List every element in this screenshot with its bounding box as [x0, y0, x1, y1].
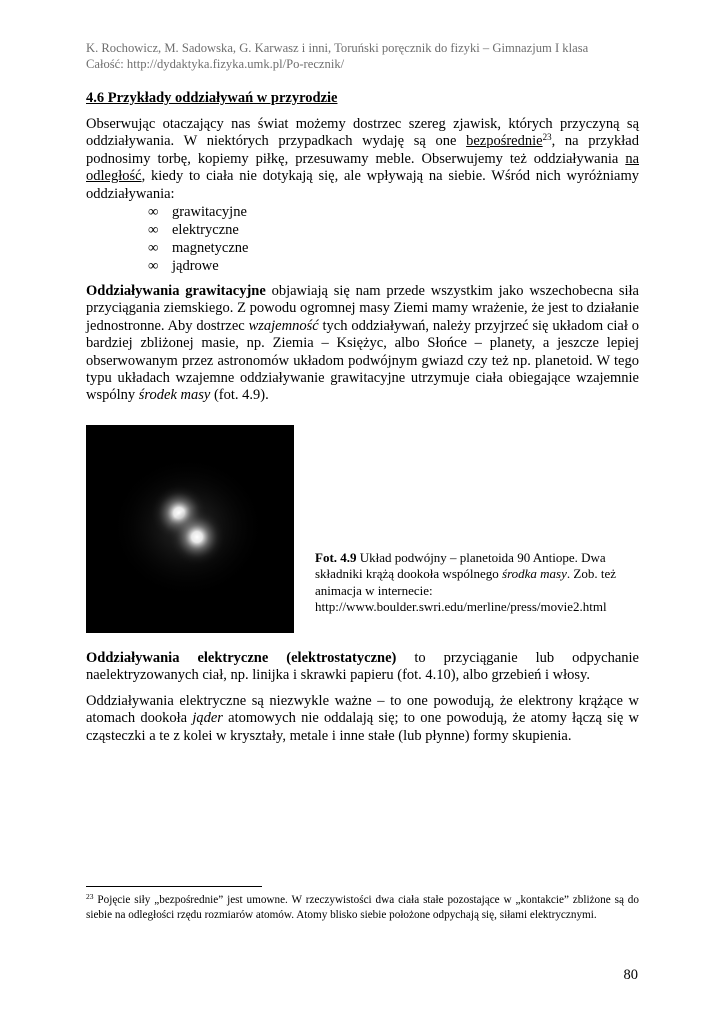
list-item — [148, 203, 639, 221]
footnote-number: 23 — [86, 892, 94, 901]
electric-paragraph-2 — [86, 693, 639, 745]
intro-paragraph — [86, 116, 639, 203]
figure-4-9 — [86, 425, 639, 635]
footnote-separator — [86, 886, 262, 887]
list-item — [148, 239, 639, 257]
gravity-text-2: tych oddziaływań, należy przyjrzeć się układom ciał o bardziej zbliżonej masie, np. Ziemia – Księżyc, albo Słońce – planety, a jeszcze lepiej obserwowanym przez astronomów układom podwójnym gwiazd czy też np. planetoid. W tego typu układach wzajemne oddziaływanie grawitacyjne utrzymuje ciała obiegające wzajemnie wspólny — [86, 317, 639, 404]
footnote — [86, 893, 639, 923]
animation-url-link[interactable]: http://www.boulder.swri.edu/merline/press/movie2.html — [315, 599, 607, 615]
list-item-label: grawitacyjne — [172, 204, 247, 221]
gravity-text-1: objawiają się nam przede wszystkim jako wszechobecna siła przyciągania ziemskiego. Z powodu ogromnej masy Ziemi mamy wrażenie, że jest to działanie jednostronne. Aby dostrzec — [86, 283, 639, 334]
infinity-bullet-icon: ∞ — [148, 240, 159, 257]
figure-caption — [315, 550, 645, 616]
footnote-text: Pojęcie siły „bezpośrednie” jest umowne. W rzeczywistości dwa ciała stałe pozostające w „kontakcie” zbliżone są do siebie na odległości rzędu rozmiarów atomów. Atomy blisko siebie położone odpychają się, siłami elektrycznymi. — [86, 894, 639, 922]
electric-text: to przyciąganie lub odpychanie naelektryzowanych ciał, np. linijka i skrawki papieru (fot. 4.10), albo grzebień i włosy. — [86, 649, 639, 684]
caption-italic: środka masy — [502, 566, 567, 582]
interaction-list — [86, 203, 639, 275]
caption-text-2: . Zob. też animacja w internecie: — [315, 566, 616, 598]
list-item — [148, 257, 639, 275]
electric2-text-2: atomowych nie oddalają się; to one powodują, że atomy łączą się w cząsteczki a te z kolei w kryształy, metale i inne stałe (lub płynne) formy skupienia. — [86, 710, 639, 744]
gravity-italic-srodek-masy: środek masy — [138, 387, 211, 404]
electric2-italic-jader: jąder — [192, 710, 223, 727]
list-item-label: jądrowe — [172, 258, 219, 275]
list-item-label: elektryczne — [172, 222, 239, 239]
figure-label: Fot. 4.9 — [315, 549, 357, 565]
running-header — [86, 40, 639, 72]
infinity-bullet-icon: ∞ — [148, 204, 159, 221]
intro-text-3: , kiedy to ciała nie dotykają się, ale wpływają na siebie. Wśród nich wyróżniamy oddziaływania: — [86, 168, 639, 202]
binary-asteroid-photo — [86, 425, 294, 633]
section-title: 4.6 Przykłady oddziaływań w przyrodzie — [86, 90, 338, 106]
list-item — [148, 221, 639, 239]
electric2-text-1: Oddziaływania elektryczne są niezwykle ważne – to one powodują, że elektrony krążące w atomach dookoła — [86, 692, 639, 727]
document-page — [86, 40, 639, 745]
bezposrednie-link[interactable]: bezpośrednie — [466, 133, 543, 150]
binary-asteroid-image — [86, 425, 294, 633]
infinity-bullet-icon: ∞ — [148, 258, 159, 275]
intro-text-1: Obserwując otaczający nas świat możemy dostrzec szereg zjawisk, których przyczyną są oddziaływania. W niektórych przypadkach wydaję są one — [86, 116, 639, 150]
header-line-url: Całość: http://dydaktyka.fizyka.umk.pl/Po-recznik/ — [86, 57, 345, 71]
gravity-italic-wzajemnosc: wzajemność — [248, 317, 319, 334]
list-item-label: magnetyczne — [172, 240, 249, 257]
infinity-bullet-icon: ∞ — [148, 222, 159, 239]
gravity-text-3: (fot. 4.9). — [210, 387, 269, 404]
gravity-paragraph — [86, 283, 639, 405]
na-odleglosc-link[interactable]: na odległość — [86, 150, 639, 185]
electric-term: Oddziaływania elektryczne (elektrostatyczne) — [86, 649, 397, 666]
caption-text-1: Układ podwójny – planetoida 90 Antiope. Dwa składniki krążą dookoła wspólnego — [315, 549, 606, 582]
header-line-authors: K. Rochowicz, M. Sadowska, G. Karwasz i inni, Toruński poręcznik do fizyki – Gimnazjum I klasa — [86, 41, 589, 55]
intro-text-2: , na przykład podnosimy torbę, kopiemy piłkę, przesuwamy meble. Obserwujemy też oddziaływania — [86, 133, 639, 167]
page-number: 80 — [623, 967, 638, 983]
electric-paragraph — [86, 650, 639, 685]
gravity-term: Oddziaływania grawitacyjne — [86, 283, 266, 300]
footnote-ref[interactable]: 23 — [542, 132, 552, 143]
